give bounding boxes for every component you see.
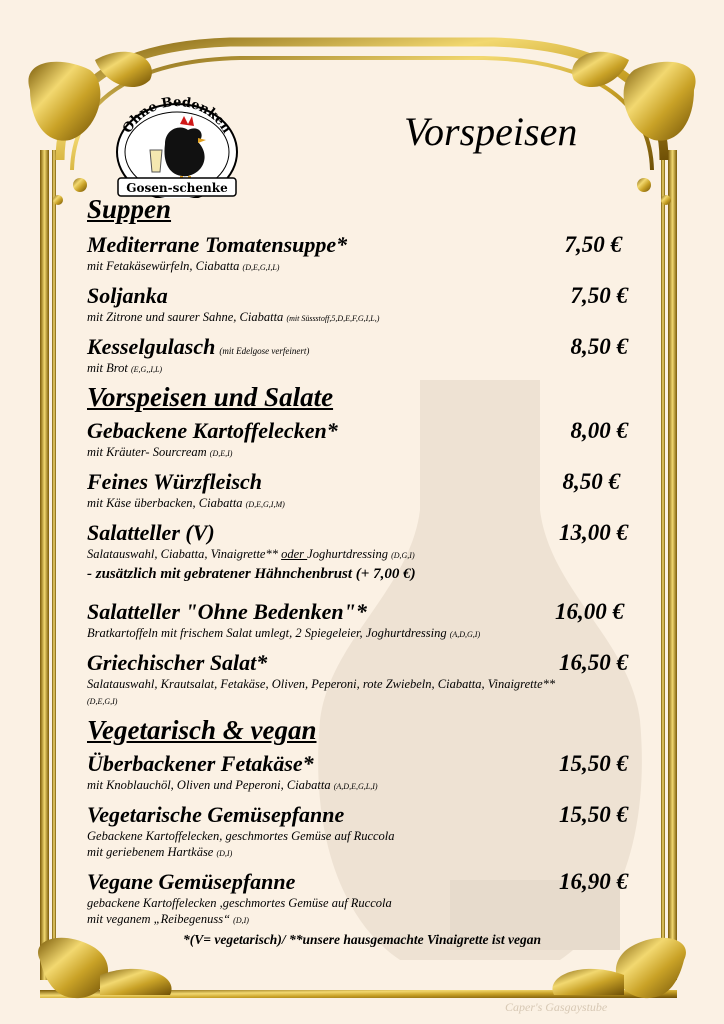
item-name: Feines Würzfleisch	[87, 469, 263, 494]
item-name: Griechischer Salat*	[87, 650, 268, 675]
footnote: *(V= vegetarisch)/ **unsere hausgemachte Vinaigrette ist vegan	[183, 932, 541, 947]
item-description: mit Zitrone und saurer Sahne, Ciabatta (mit Süssstoff,5,D,E,F,G,I,L,)	[87, 310, 380, 324]
item-name: Gebackene Kartoffelecken*	[87, 418, 338, 443]
item-description: mit Fetakäsewürfeln, Ciabatta (D,E,G,I,L)	[87, 259, 280, 273]
item-name: Kesselgulasch	[87, 334, 216, 359]
item-price: 8,50 €	[570, 334, 628, 359]
menu-item	[87, 649, 632, 710]
allergen-codes: (D,I)	[216, 849, 233, 858]
item-description: Salatauswahl, Krautsalat, Fetakäse, Oliven, Peperoni, rote Zwiebeln, Ciabatta, Vinaigrette** (D,E,G,I)	[87, 677, 556, 706]
item-name: Mediterrane Tomatensuppe*	[87, 232, 348, 257]
menu-item	[87, 598, 632, 643]
allergen-codes: (D,E,G,I,L)	[242, 263, 280, 272]
item-description: mit veganem „Reibegenuss“ (D,I)	[87, 912, 249, 926]
glass-icon	[150, 150, 162, 172]
item-description: Salatauswahl, Ciabatta, Vinaigrette** oder Joghurtdressing (D,G,I)	[87, 547, 415, 561]
item-description: mit Kräuter- Sourcream (D,E,I)	[87, 445, 233, 459]
item-name: Vegetarische Gemüsepfanne	[87, 802, 345, 827]
item-price: 16,50 €	[559, 650, 628, 675]
menu-item	[87, 468, 632, 513]
allergen-codes: (D,I)	[233, 916, 249, 925]
section-heading-vegetarisch-vegan: Vegetarisch & vegan	[87, 715, 317, 745]
menu-item	[87, 868, 632, 929]
menu-item	[87, 333, 632, 378]
page-title: Vorspeisen	[404, 109, 578, 154]
item-price: 8,00 €	[570, 418, 628, 443]
watermark-caption: Caper's Gasgaystube	[505, 1000, 608, 1014]
section-heading-vorspeisen-salate: Vorspeisen und Salate	[87, 382, 334, 412]
item-description: mit geriebenem Hartkäse (D,I)	[87, 845, 233, 859]
item-description: Bratkartoffeln mit frischem Salat umlegt, 2 Spiegeleier, Joghurtdressing (A,D,G,I)	[87, 626, 481, 640]
item-description: gebackene Kartoffelecken ,geschmortes Gemüse auf Ruccola	[87, 896, 392, 910]
item-name: Salatteller "Ohne Bedenken"*	[87, 599, 367, 624]
item-description: mit Käse überbacken, Ciabatta (D,E,G,I,M)	[87, 496, 285, 510]
item-price: 13,00 €	[559, 520, 628, 545]
item-price: 16,90 €	[559, 869, 628, 894]
menu-item	[87, 282, 632, 327]
item-description: Gebackene Kartoffelecken, geschmortes Gemüse auf Ruccola	[87, 829, 395, 843]
logo	[110, 94, 244, 198]
section-heading-suppen: Suppen	[87, 194, 172, 224]
item-description: mit Brot (E,G,,I,L)	[87, 361, 163, 375]
item-price: 16,00 €	[555, 599, 624, 624]
item-name: Vegane Gemüsepfanne	[87, 869, 296, 894]
item-extra-option: - zusätzlich mit gebratener Hähnchenbrust (+ 7,00 €)	[87, 566, 416, 582]
allergen-codes: (D,E,G,I)	[87, 697, 118, 706]
logo-bottom-text: Gosen-schenke	[126, 181, 228, 195]
item-note: (mit Edelgose verfeinert)	[219, 346, 310, 356]
allergen-codes: (D,E,G,I,M)	[245, 500, 285, 509]
menu-item	[87, 417, 632, 462]
item-name: Überbackener Fetakäse*	[87, 751, 314, 776]
item-price: 7,50 €	[570, 283, 628, 308]
menu-item	[87, 801, 632, 862]
menu-content	[87, 193, 632, 929]
allergen-codes: (D,G,I)	[391, 551, 415, 560]
item-name: Soljanka	[87, 283, 168, 308]
menu-item	[87, 750, 632, 795]
item-price: 8,50 €	[562, 469, 620, 494]
or-text: oder	[281, 547, 308, 561]
item-name: Salatteller (V)	[87, 520, 215, 545]
allergen-codes: (E,G,,I,L)	[130, 365, 163, 374]
menu-item	[87, 519, 632, 584]
logo-top-text: Ohne Bedenken	[120, 94, 235, 137]
allergen-codes: (A,D,G,I)	[449, 630, 481, 639]
menu-item	[87, 231, 632, 276]
item-description: mit Knoblauchöl, Oliven und Peperoni, Ciabatta (A,D,E,G,L,I)	[87, 778, 378, 792]
item-price: 15,50 €	[559, 802, 628, 827]
allergen-codes: (A,D,E,G,L,I)	[333, 782, 378, 791]
item-price: 7,50 €	[564, 232, 622, 257]
allergen-codes: (mit Süssstoff,5,D,E,F,G,I,L,)	[286, 314, 380, 323]
item-price: 15,50 €	[559, 751, 628, 776]
allergen-codes: (D,E,I)	[209, 449, 233, 458]
